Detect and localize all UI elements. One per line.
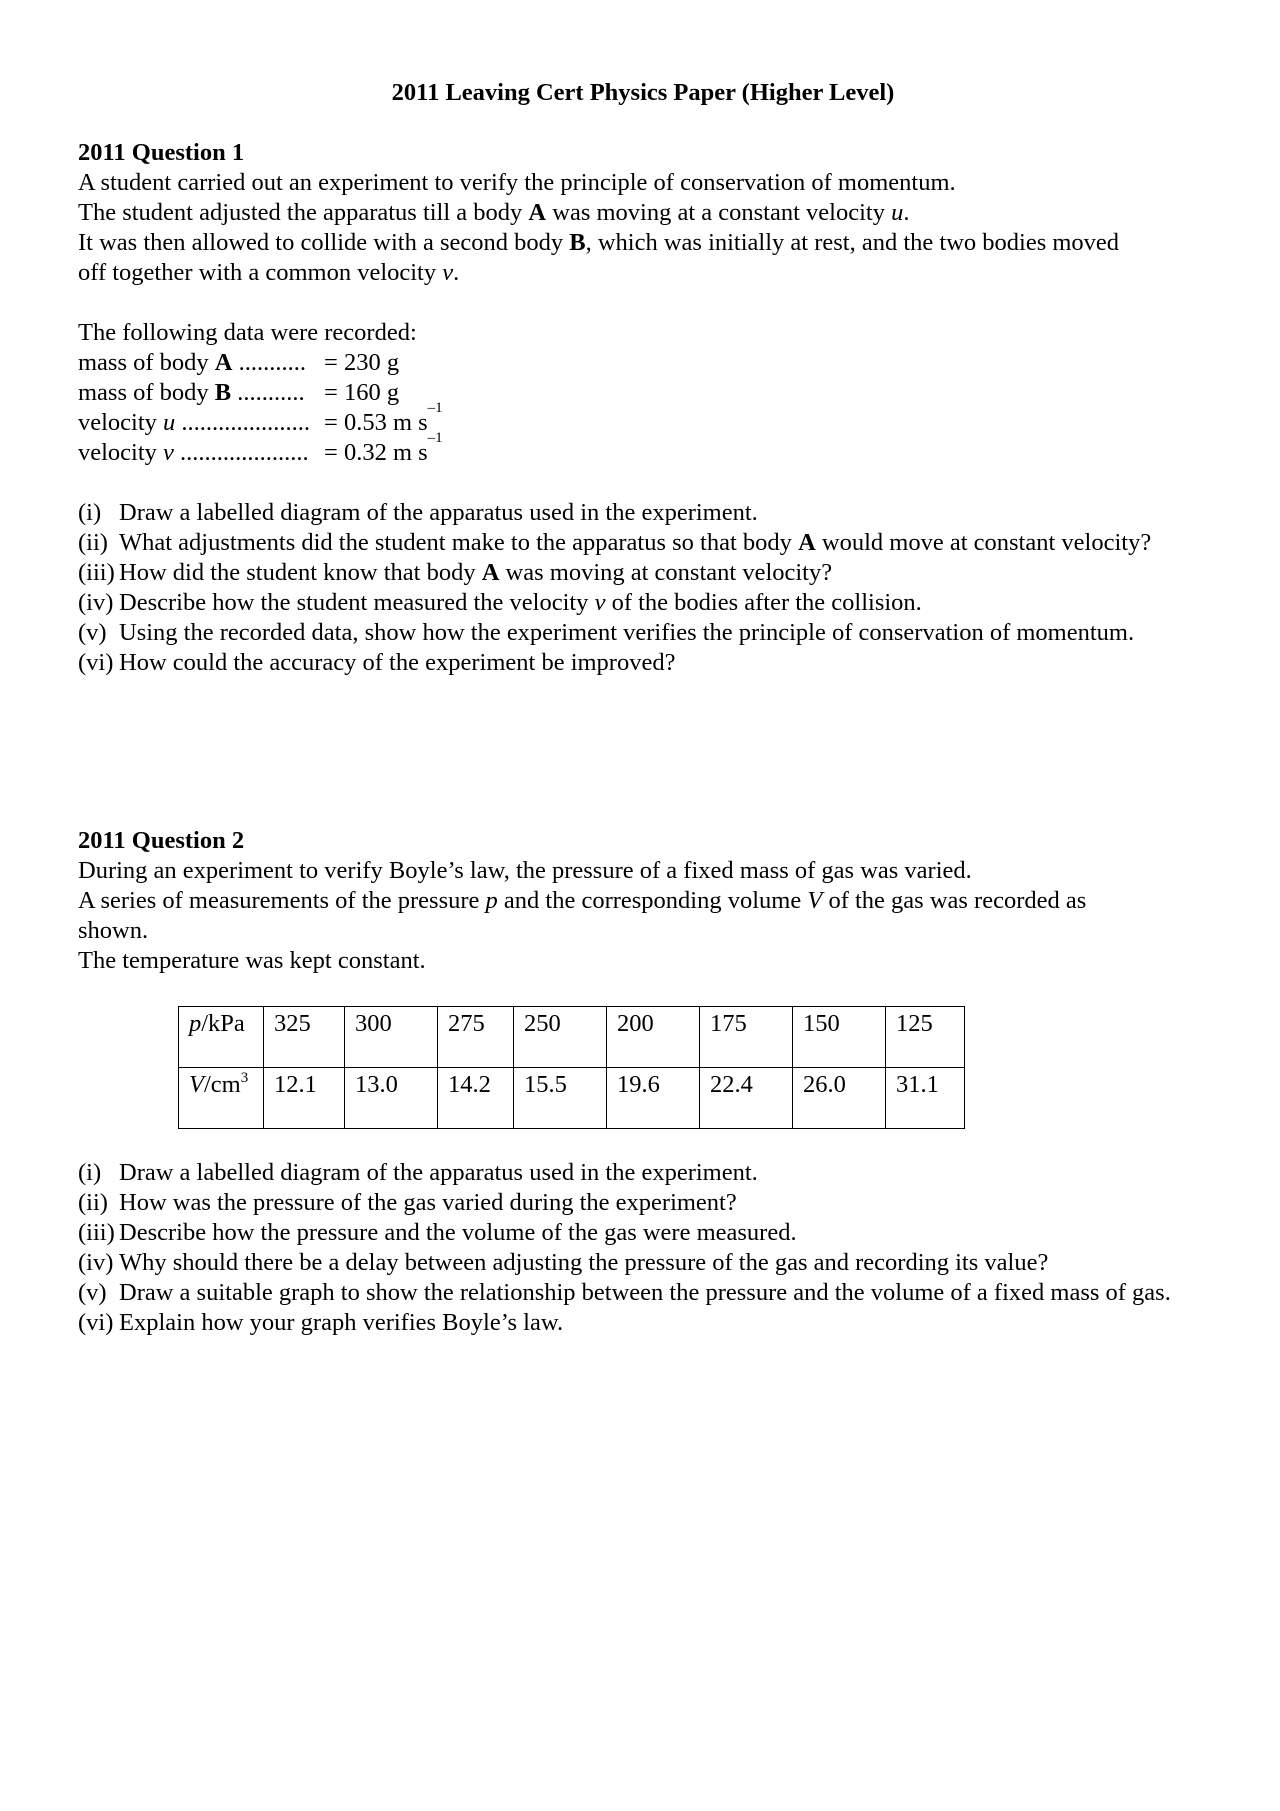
q1-data-row: velocity v ..................... = 0.32 m s –1 [78, 430, 443, 466]
q2-intro-line-1: During an experiment to verify Boyle’s law, the pressure of a fixed mass of gas was varied. [78, 857, 972, 884]
table-cell: 325 [264, 1007, 345, 1068]
table-cell: 19.6 [607, 1068, 700, 1129]
table-cell: 275 [438, 1007, 514, 1068]
table-cell: 175 [700, 1007, 793, 1068]
table-header-cell: p/kPa [179, 1007, 264, 1068]
table-header-cell: $V/cm^3$ [179, 1068, 264, 1129]
pressure-volume-table [178, 1006, 965, 1129]
table-cell: 250 [514, 1007, 607, 1068]
q1-data [78, 318, 1208, 468]
q2-intro-line-4: The temperature was kept constant. [78, 947, 426, 974]
q2-question-item: (v) Draw a suitable graph to show the relationship between the pressure and the volume of a fixed mass of gas. [78, 1279, 1171, 1306]
table-cell: 150 [793, 1007, 886, 1068]
q2-intro-line-3: shown. [78, 917, 149, 944]
q2-question-item: (iii) Describe how the pressure and the volume of the gas were measured. [78, 1219, 797, 1246]
table-cell: 13.0 [345, 1068, 438, 1129]
q1-data-intro: The following data were recorded: [78, 319, 417, 346]
table-cell: 15.5 [514, 1068, 607, 1129]
table-cell: 300 [345, 1007, 438, 1068]
q2-intro-line-2: A series of measurements of the pressure p and the corresponding volume V of the gas was recorded as [78, 887, 1087, 914]
q1-data-row: mass of body B ........... = 160 g [78, 379, 400, 406]
q1-question-item: (iii) How did the student know that body A was moving at constant velocity? [78, 559, 833, 586]
table-cell: 125 [886, 1007, 965, 1068]
q1-intro-line-1: A student carried out an experiment to verify the principle of conservation of momentum. [78, 169, 956, 196]
q1-data-row: velocity u ..................... = 0.53 m s –1 [78, 400, 443, 436]
question-1 [78, 138, 1208, 288]
question-2 [78, 826, 1208, 976]
q1-question-item: (v) Using the recorded data, show how the experiment verifies the principle of conservation of momentum. [78, 619, 1135, 646]
q2-question-item: (i) Draw a labelled diagram of the apparatus used in the experiment. [78, 1159, 758, 1186]
q1-intro-line-2: The student adjusted the apparatus till a body A was moving at a constant velocity u. [78, 199, 910, 226]
table-cell: 12.1 [264, 1068, 345, 1129]
table-row [179, 1007, 965, 1068]
q1-question-item: (iv) Describe how the student measured the velocity v of the bodies after the collision. [78, 589, 922, 616]
question-1-heading: 2011 Question 1 [78, 139, 245, 166]
q1-intro-line-4: off together with a common velocity v. [78, 259, 460, 286]
table-row [179, 1068, 965, 1129]
q2-questions [78, 1158, 1208, 1338]
table-cell: 26.0 [793, 1068, 886, 1129]
table-cell: 31.1 [886, 1068, 965, 1129]
q1-question-item: (vi) How could the accuracy of the experiment be improved? [78, 649, 676, 676]
q1-data-row: mass of body A ........... = 230 g [78, 349, 400, 376]
q1-intro-line-3: It was then allowed to collide with a second body B, which was initially at rest, and the two bodies moved [78, 229, 1120, 256]
question-2-heading: 2011 Question 2 [78, 827, 245, 854]
q1-questions [78, 498, 1208, 678]
q2-question-item: (ii) How was the pressure of the gas varied during the experiment? [78, 1189, 737, 1216]
table-cell: 200 [607, 1007, 700, 1068]
table-cell: 14.2 [438, 1068, 514, 1129]
q1-question-item: (ii) What adjustments did the student make to the apparatus so that body A would move at constant velocity? [78, 529, 1152, 556]
table-cell: 22.4 [700, 1068, 793, 1129]
q2-question-item: (vi) Explain how your graph verifies Boyle’s law. [78, 1309, 564, 1336]
page-title: 2011 Leaving Cert Physics Paper (Higher Level) [391, 79, 895, 106]
q2-question-item: (iv) Why should there be a delay between adjusting the pressure of the gas and recording its value? [78, 1249, 1049, 1276]
q1-question-item: (i) Draw a labelled diagram of the apparatus used in the experiment. [78, 499, 758, 526]
